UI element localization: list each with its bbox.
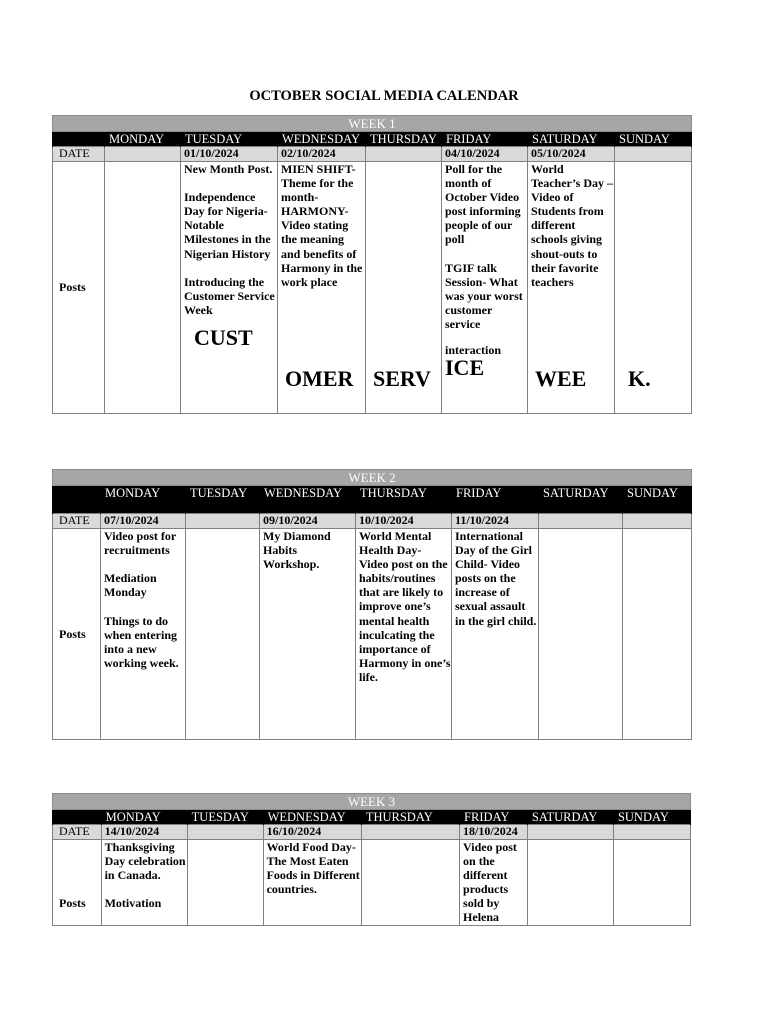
post-cell-thursday: World Mental Health Day- Video post on the habits/routines that are likely to improve one’s mental health inculcating the importance of Harmony in one’s life.	[356, 529, 452, 740]
date-cell-tuesday	[186, 514, 260, 529]
week-3-table	[52, 793, 691, 926]
date-cell-saturday	[539, 514, 623, 529]
banner-word: CUST	[194, 325, 253, 351]
date-cell-wednesday: 16/10/2024	[263, 825, 361, 840]
date-cell-thursday	[366, 147, 442, 162]
date-cell-tuesday: 01/10/2024	[181, 147, 278, 162]
post-text: MIEN SHIFT- Theme for the month- HARMONY- Video stating the meaning and benefits of Harmony in the work place	[281, 162, 363, 289]
posts-label: Posts	[53, 529, 101, 740]
day-header-wednesday: WEDNESDAY	[260, 486, 356, 514]
week-1-table	[52, 115, 692, 414]
date-row	[53, 514, 692, 529]
post-cell-sunday	[623, 529, 692, 740]
post-cell-wednesday: My Diamond Habits Workshop.	[260, 529, 356, 740]
date-cell-friday: 18/10/2024	[460, 825, 528, 840]
date-cell-saturday: 05/10/2024	[528, 147, 615, 162]
document-title: OCTOBER SOCIAL MEDIA CALENDAR	[249, 88, 519, 104]
post-cell-wednesday: World Food Day- The Most Eaten Foods in Different countries.	[263, 840, 361, 926]
day-header-saturday: SATURDAY	[527, 810, 613, 825]
date-cell-sunday	[615, 147, 692, 162]
day-header-tuesday: TUESDAY	[187, 810, 263, 825]
post-cell-thursday	[361, 840, 459, 926]
day-header-sunday: SUNDAY	[623, 486, 692, 514]
date-label: DATE	[53, 825, 102, 840]
day-header-monday: MONDAY	[105, 132, 181, 147]
day-header-friday: FRIDAY	[442, 132, 528, 147]
week-header: WEEK 2	[53, 470, 692, 486]
post-cell-tuesday	[186, 529, 260, 740]
date-cell-monday: 14/10/2024	[101, 825, 187, 840]
date-cell-monday: 07/10/2024	[101, 514, 186, 529]
day-header-sunday: SUNDAY	[615, 132, 692, 147]
post-text: New Month Post. Independence Day for Nigeria- Notable Milestones in the Nigerian History Introducing the Customer Service Week	[184, 162, 275, 317]
posts-row	[53, 162, 692, 414]
weekday-header-row	[53, 132, 692, 147]
day-header-tuesday: TUESDAY	[181, 132, 278, 147]
post-cell-wednesday	[278, 162, 366, 414]
week-header: WEEK 3	[53, 794, 691, 810]
banner-word: K.	[628, 366, 651, 391]
posts-row	[53, 529, 692, 740]
post-cell-monday: Video post for recruitments Mediation Monday Things to do when entering into a new working week.	[101, 529, 186, 740]
weekday-header-row	[53, 486, 692, 514]
post-cell-monday: Thanksgiving Day celebration in Canada. Motivation	[101, 840, 187, 926]
date-label: DATE	[53, 147, 105, 162]
date-cell-friday: 04/10/2024	[442, 147, 528, 162]
post-cell-tuesday	[187, 840, 263, 926]
date-row	[53, 825, 691, 840]
day-header-monday: MONDAY	[101, 486, 186, 514]
week-header: WEEK 1	[53, 116, 692, 132]
posts-label: Posts	[53, 162, 105, 414]
post-cell-monday	[105, 162, 181, 414]
day-header-thursday: THURSDAY	[361, 810, 459, 825]
date-cell-wednesday: 09/10/2024	[260, 514, 356, 529]
day-header-saturday: SATURDAY	[539, 486, 623, 514]
post-text: World Teacher’s Day – Video of Students from different schools giving shout-outs to their favorite teachers	[531, 162, 613, 289]
day-header-thursday: THURSDAY	[356, 486, 452, 514]
week-2-table	[52, 469, 692, 740]
post-cell-thursday	[366, 162, 442, 414]
date-label: DATE	[53, 514, 101, 529]
banner-word: SERV	[373, 366, 431, 391]
banner-word: WEE	[535, 366, 587, 391]
day-header-tuesday: TUESDAY	[186, 486, 260, 514]
post-text: Poll for the month of October Video post informing people of our poll TGIF talk Session- What was your worst customer service	[445, 162, 523, 332]
day-header-sunday: SUNDAY	[613, 810, 690, 825]
date-cell-sunday	[613, 825, 690, 840]
post-cell-saturday	[539, 529, 623, 740]
day-header-blank	[53, 810, 102, 825]
post-cell-tuesday	[181, 162, 278, 414]
date-cell-friday: 11/10/2024	[452, 514, 539, 529]
day-header-friday: FRIDAY	[460, 810, 528, 825]
posts-label: Posts	[53, 840, 102, 926]
date-row	[53, 147, 692, 162]
post-cell-friday	[442, 162, 528, 414]
post-text-continued: interaction	[445, 343, 501, 358]
date-cell-thursday: 10/10/2024	[356, 514, 452, 529]
date-cell-monday	[105, 147, 181, 162]
day-header-wednesday: WEDNESDAY	[263, 810, 361, 825]
post-cell-sunday	[615, 162, 692, 414]
day-header-monday: MONDAY	[101, 810, 187, 825]
day-header-wednesday: WEDNESDAY	[278, 132, 366, 147]
banner-word: ICE	[445, 355, 485, 381]
day-header-saturday: SATURDAY	[528, 132, 615, 147]
date-cell-tuesday	[187, 825, 263, 840]
day-header-blank	[53, 486, 101, 514]
post-cell-saturday	[527, 840, 613, 926]
date-cell-thursday	[361, 825, 459, 840]
post-cell-friday: International Day of the Girl Child- Video posts on the increase of sexual assault in the girl child.	[452, 529, 539, 740]
day-header-blank	[53, 132, 105, 147]
post-cell-friday: Video post on the different products sold by Helena	[460, 840, 528, 926]
date-cell-wednesday: 02/10/2024	[278, 147, 366, 162]
day-header-friday: FRIDAY	[452, 486, 539, 514]
post-cell-saturday	[528, 162, 615, 414]
post-cell-sunday	[613, 840, 690, 926]
day-header-thursday: THURSDAY	[366, 132, 442, 147]
date-cell-saturday	[527, 825, 613, 840]
date-cell-sunday	[623, 514, 692, 529]
banner-word: OMER	[285, 366, 354, 391]
weekday-header-row	[53, 810, 691, 825]
posts-row	[53, 840, 691, 926]
